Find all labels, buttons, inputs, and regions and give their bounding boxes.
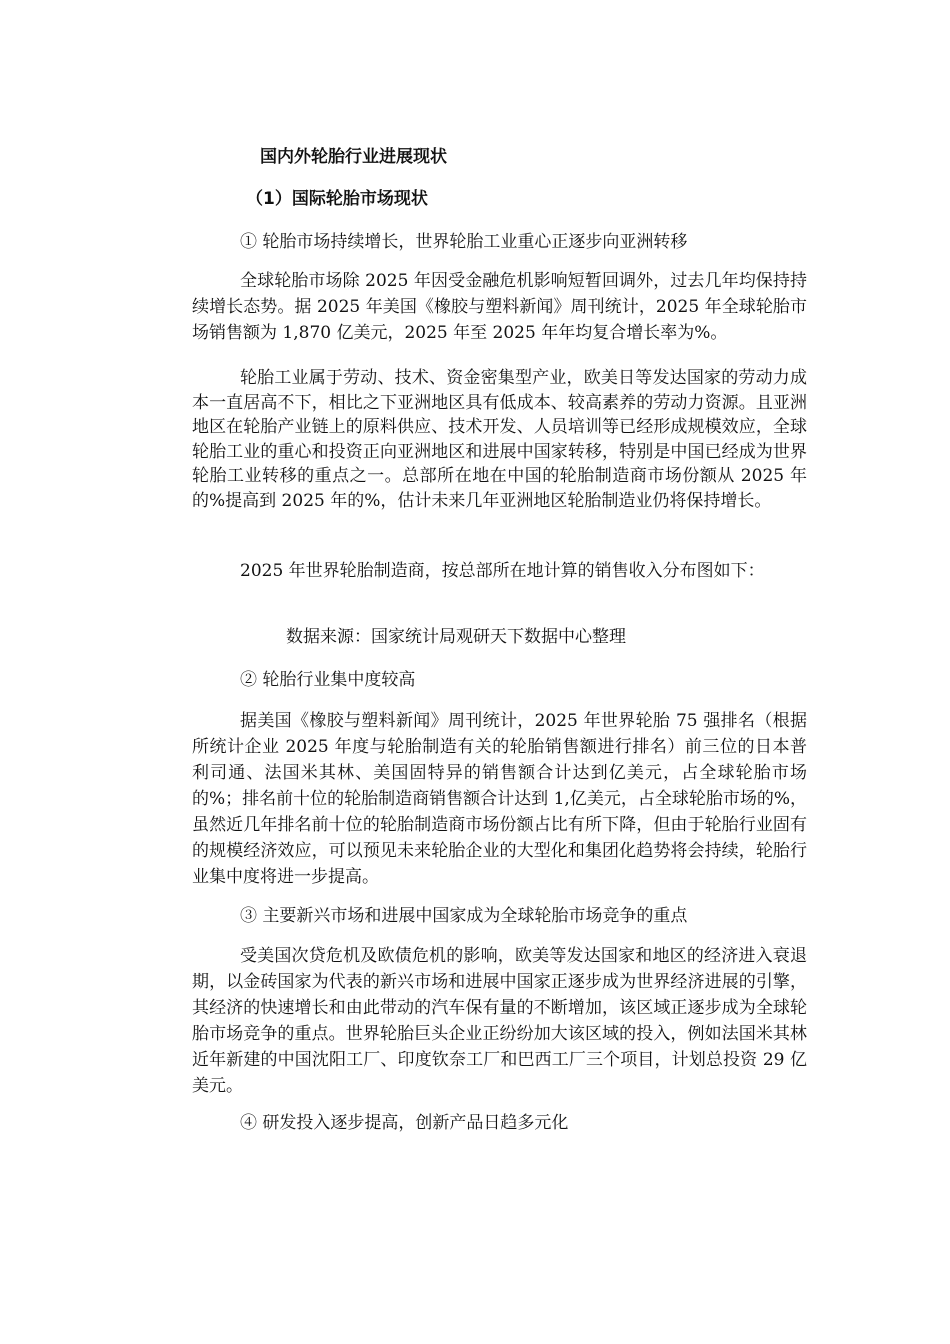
paragraph-industry-shift: 轮胎工业属于劳动、技术、资金密集型产业，欧美日等发达国家的劳动力成本一直居高不下，相比之下亚洲地区具有低成本、较高素养的劳动力资源。且亚洲地区在轮胎产业链上的原料供应、技术开发、人员培训等已经形成规模效应，全球轮胎工业的重心和投资正向亚洲地区和进展中国家转移，特别是中国已经成为世界轮胎工业转移的重点之一。总部所在地在中国的轮胎制造商市场份额从 2025 年的%提高到 2025 年的%，估计未来几年亚洲地区轮胎制造业仍将保持增长。 [192,368,807,511]
paragraph-chart-intro: 2025 年世界轮胎制造商，按总部所在地计算的销售收入分布图如下： [240,561,765,581]
paragraph-market-sales: 全球轮胎市场除 2025 年因受金融危机影响短暂回调外，过去几年均保持持续增长态势。据 2025 年美国《橡胶与塑料新闻》周刊统计，2025 年全球轮胎市场销售额为 1,870 亿美元，2025 年至 2025 年年均复合增长率为%。 [192,271,807,343]
subheading-emerging-markets: ③ 主要新兴市场和进展中国家成为全球轮胎市场竞争的重点 [240,906,688,926]
data-source-note: 数据来源：国家统计局观研天下数据中心整理 [286,627,626,647]
paragraph-concentration: 据美国《橡胶与塑料新闻》周刊统计，2025 年世界轮胎 75 强排名（根据所统计企业 2025 年度与轮胎制造有关的轮胎销售额进行排名）前三位的日本普利司通、法国米其林、美国固特异的销售额合计达到亿美元，占全球轮胎市场的%；排名前十位的轮胎制造商销售额合计达到 1,亿美元，占全球轮胎市场的%，虽然近几年排名前十位的轮胎制造商市场份额占比有所下降，但由于轮胎行业固有的规模经济效应，可以预见未来轮胎企业的大型化和集团化趋势将会持续，轮胎行业集中度将进一步提高。 [192,711,807,887]
subheading-rd-investment: ④ 研发投入逐步提高，创新产品日趋多元化 [240,1113,569,1133]
subheading-market-growth: ① 轮胎市场持续增长，世界轮胎工业重心正逐步向亚洲转移 [240,232,688,252]
section-heading-international-market: （1）国际轮胎市场现状 [246,189,428,209]
subheading-concentration: ② 轮胎行业集中度较高 [240,670,416,690]
document-title: 国内外轮胎行业进展现状 [260,147,447,167]
paragraph-emerging-markets: 受美国次贷危机及欧债危机的影响，欧美等发达国家和地区的经济进入衰退期，以金砖国家为代表的新兴市场和进展中国家正逐步成为世界经济进展的引擎，其经济的快速增长和由此带动的汽车保有量的不断增加，该区域正逐步成为全球轮胎市场竞争的重点。世界轮胎巨头企业正纷纷加大该区域的投入，例如法国米其林近年新建的中国沈阳工厂、印度钦奈工厂和巴西工厂三个项目，计划总投资 29 亿美元。 [192,946,807,1096]
